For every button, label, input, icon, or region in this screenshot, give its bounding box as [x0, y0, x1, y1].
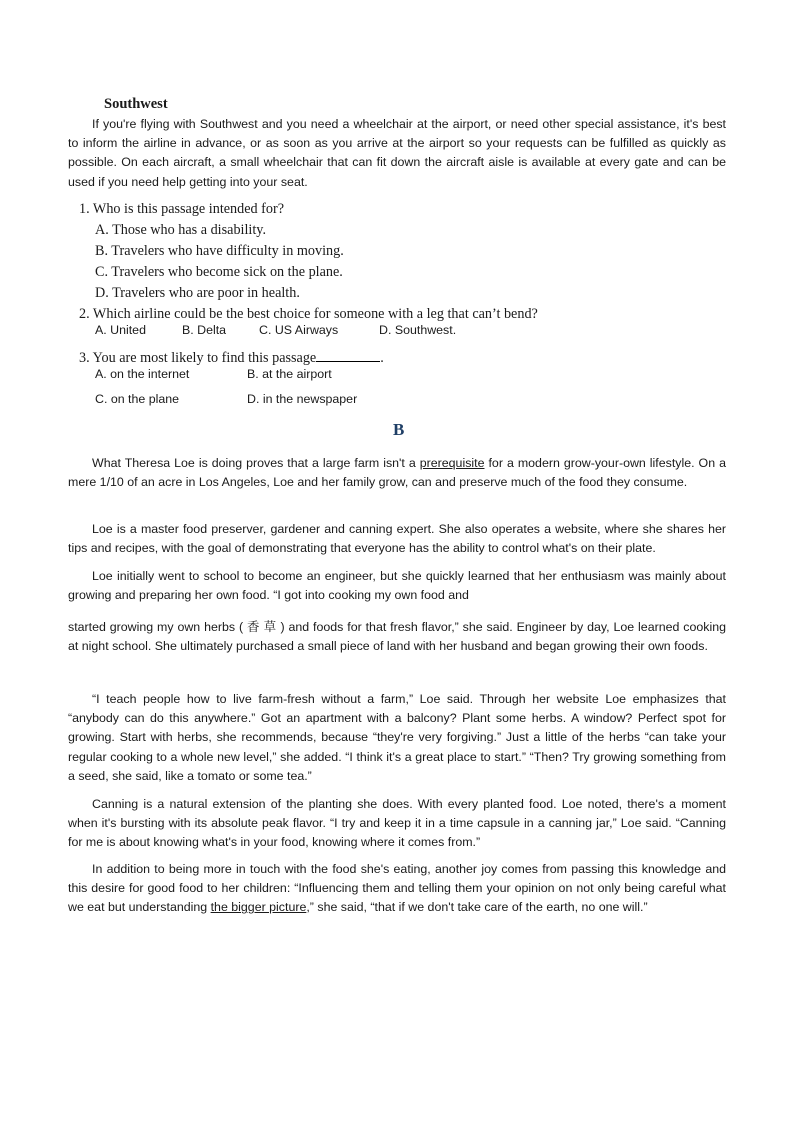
question-3-option-b: B. at the airport	[247, 367, 332, 381]
section-b-paragraph-3: Loe initially went to school to become an engineer, but she quickly learned that her enthusiasm was mainly about growing and preparing her own food. “I got into cooking my own food and	[68, 569, 726, 603]
underlined-phrase-bigger-picture: the bigger picture	[210, 900, 307, 915]
paragraph-6-text-before: In addition to being more in touch with the food she's eating, another joy comes from passing this knowledge and this desire for good food to her children: “Influencing them and telling them your opinion on not only being careful what we eat but understanding	[68, 862, 726, 915]
question-1-option-d: D. Travelers who are poor in health.	[95, 285, 300, 301]
underlined-word-prerequisite: prerequisite	[419, 456, 485, 470]
southwest-paragraph: If you're flying with Southwest and you need a wheelchair at the airport, or need other special assistance, it's best to inform the airline in advance, or as soon as you arrive at the airport so your requests can be fulfilled as quickly as possible. On each aircraft, a small wheelchair that can fit down the aircraft aisle is available at every gate and can be used if you need help getting into your seat.	[68, 117, 726, 189]
question-1-option-a: A. Those who has a disability.	[95, 222, 267, 238]
question-1-option-c: C. Travelers who become sick on the plane.	[95, 264, 343, 280]
section-b-paragraph-4: “I teach people how to live farm-fresh without a farm,” Loe said. Through her website Loe emphasizes that “anybody can do this anywhere.” Got an apartment with a balcony? Plant some herbs. A window? Perfect spot for growing. Start with herbs, she recommends, because “they're very forgiving.” Just a little of the herbs “can take your regular cooking to a whole new level,” she added. “I think it's a great place to start.” “Then? Try growing something from a seed, she said, like a tomato or some tea.”	[68, 692, 726, 783]
section-b-paragraph-6	[68, 860, 726, 918]
question-3-option-c: C. on the plane	[95, 392, 180, 406]
section-b-paragraph-3-continued: started growing my own herbs ( 香 草 ) and foods for that fresh flavor,” she said. Engineer by day, Loe learned cooking at night school. She ultimately purchased a small piece of land with her husband and began growing their own foods.	[68, 620, 726, 654]
question-2-option-c: C. US Airways	[259, 323, 339, 337]
section-b-label: B	[393, 420, 405, 439]
question-3-option-d: D. in the newspaper	[247, 392, 358, 406]
question-3-option-a: A. on the internet	[95, 367, 190, 381]
paragraph-1-text-before: What Theresa Loe is doing proves that a large farm isn't a	[92, 456, 420, 470]
question-3-stem-text: 3. You are most likely to find this passage	[79, 350, 317, 366]
section-b-paragraph-5: Canning is a natural extension of the planting she does. With every planted food. Loe noted, there's a moment when it's bursting with its absolute peak flavor. “I try and keep it in a time capsule in a canning jar,” Loe said. “Canning for me is about knowing what's in your food, knowing where it comes from.”	[68, 797, 726, 850]
paragraph-1-text-after: for a modern grow-your-own lifestyle. On a mere 1/10 of an acre in Los Angeles, Loe and her family grow, can and preserve much of the food they consume.	[68, 456, 726, 490]
question-3-stem-end: .	[380, 350, 384, 366]
question-1-stem: 1. Who is this passage intended for?	[79, 201, 285, 217]
question-1-option-b: B. Travelers who have difficulty in moving.	[95, 243, 344, 259]
question-2-option-b: B. Delta	[182, 323, 227, 337]
question-2-option-d: D. Southwest.	[379, 323, 457, 337]
section-b-paragraph-2: Loe is a master food preserver, gardener and canning expert. She also operates a website, where she shares her tips and recipes, with the goal of demonstrating that everyone has the ability to control what's on their plate.	[68, 522, 726, 556]
answer-blank	[316, 347, 380, 362]
question-2-stem: 2. Which airline could be the best choice for someone with a leg that can’t bend?	[79, 306, 538, 322]
section-b-paragraph-1	[68, 454, 726, 492]
question-2-option-a: A. United	[95, 323, 146, 337]
section-heading-southwest: Southwest	[104, 96, 168, 112]
paragraph-6-text-after: ,” she said, “that if we don't take care of the earth, no one will.”	[306, 900, 648, 915]
